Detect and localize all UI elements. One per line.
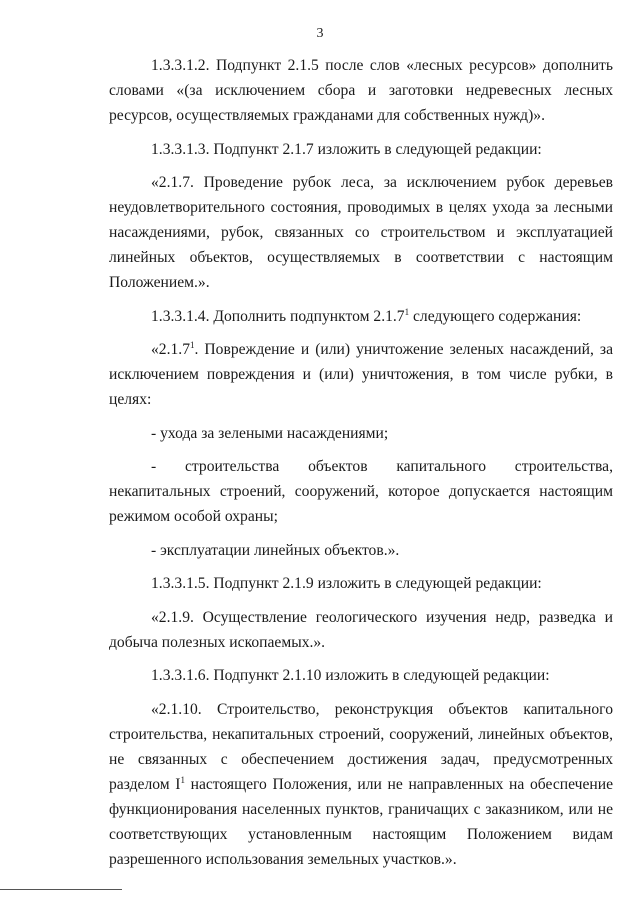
list-item-operation: - эксплуатации линейных объектов.». xyxy=(151,541,400,559)
paragraph-1-3-3-1-2: 1.3.3.1.2. Подпункт 2.1.5 после слов «лесных ресурсов» дополнить словами «(за исключением сбора и заготовки недревесных лесных ресурсов, осуществляемых гражданами для собственных нужд)». xyxy=(109,57,613,124)
footer-divider xyxy=(0,889,122,890)
paragraph-1-3-3-1-5: 1.3.3.1.5. Подпункт 2.1.9 изложить в следующей редакции: xyxy=(151,575,542,592)
paragraph-2-1-9: «2.1.9. Осуществление геологического изучения недр, разведка и добыча полезных ископаемых.». xyxy=(109,608,613,651)
list-item-construction: - строительства объектов капитального строительства, некапитальных строений, сооружений, которое допускается настоящим режимом особой охраны; xyxy=(109,458,613,525)
document-body xyxy=(109,53,613,880)
paragraph-2-1-7: «2.1.7. Проведение рубок леса, за исключением рубок деревьев неудовлетворительного состояния, проводимых в целях ухода за лесными насаждениями, рубок, связанных со строительством и эксплуатацией линейных объектов, осуществляемых в соответствии с настоящим Положением.». xyxy=(109,174,613,291)
list-item-care: - ухода за зелеными насаждениями; xyxy=(151,424,389,442)
paragraph-2-1-7-1: «2.1.7$^1$. Повреждение и (или) уничтожение зеленых насаждений, за исключением повреждения и (или) уничтожения, в том числе рубки, в целях: xyxy=(109,339,613,408)
paragraph-2-1-10: «2.1.10. Строительство, реконструкция объектов капитального строительства, некапитальных строений, сооружений, линейных объектов, не связанных с обеспечением достижения задач, предусмотренных разделом $I^1$ настоящего Положения, или не направленных на обеспечение функционирования населенных пунктов, граничащих с заказником, или не соответствующих установленным настоящим Положением видам разрешенного использования земельных участков.». xyxy=(109,700,613,868)
page-number: 3 xyxy=(316,26,324,41)
paragraph-1-3-3-1-3: 1.3.3.1.3. Подпункт 2.1.7 изложить в следующей редакции: xyxy=(151,140,542,158)
paragraph-1-3-3-1-6: 1.3.3.1.6. Подпункт 2.1.10 изложить в следующей редакции: xyxy=(151,667,550,684)
paragraph-1-3-3-1-4: 1.3.3.1.4. Дополнить подпунктом 2.1.7$^1$ следующего содержания: xyxy=(151,306,582,325)
